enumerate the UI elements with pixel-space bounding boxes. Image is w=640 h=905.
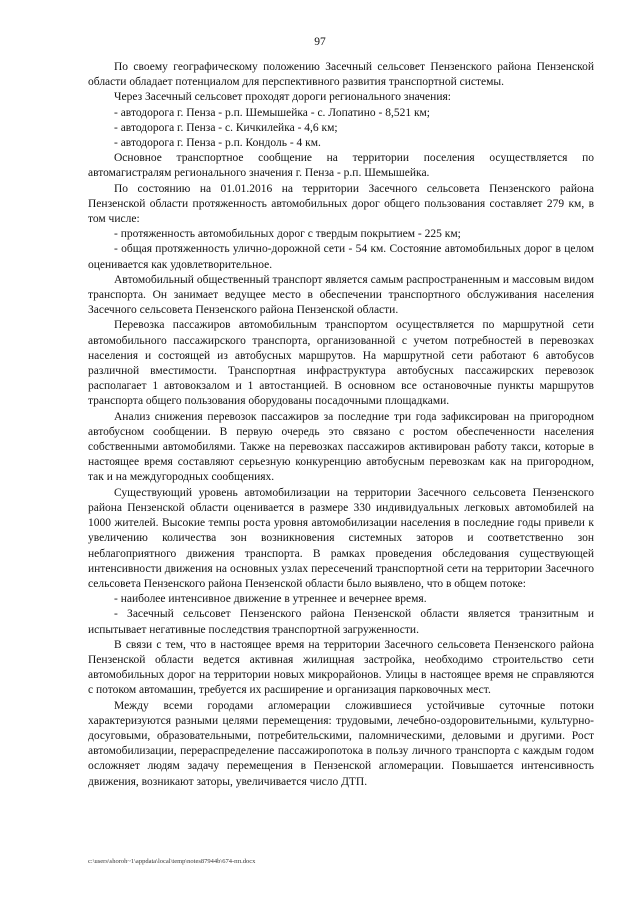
paragraph: Основное транспортное сообщение на территории поселения осуществляется по автомагистралям регионального значения г. Пенза - р.п. Шемышейка. bbox=[88, 152, 594, 180]
paragraph: Между всеми городами агломерации сложившиеся устойчивые суточные потоки характеризуются разными целями перемещения: трудовыми, лечебно-оздоровительными, культурно-досуговыми, образовательными, потребительскими, паломническими, деловыми и другими. Рост автомобилизации, перераспределение пассажиропотока в пользу личного транспорта с каждым годом осложняет людям задачу перемещения в Пензенской агломерации. Повышается интенсивность движения, возникают заторы, увеличивается число ДТП. bbox=[88, 699, 594, 788]
paragraph: Перевозка пассажиров автомобильным транспортом осуществляется по маршрутной сети автомобильного пассажирского транспорта, организованной с учетом потребностей в перевозках населения и состоящей из автобусных маршрутов. На маршрутной сети работают 6 автобусов различной вместимости. Транспортная инфраструктура автобусных пассажирских перевозок располагает 1 автовокзалом и 1 автостанцией. В основном все остановочные пункты маршрутов транспорта общего пользования оборудованы посадочными площадками. bbox=[88, 319, 594, 408]
document-body bbox=[88, 60, 594, 790]
footer-file-path: c:\users\shoroh~1\appdata\local\temp\notes87944b\674-пп.docx bbox=[88, 858, 256, 865]
paragraph: По состоянию на 01.01.2016 на территории Засечного сельсовета Пензенского района Пензенской области протяженность автомобильных дорог общего пользования составляет 279 км, в том числе: bbox=[88, 182, 594, 226]
paragraph: Анализ снижения перевозок пассажиров за последние три года зафиксирован на пригородном автобусном сообщении. В первую очередь это связано с ростом обеспеченности населения собственными автомобилями. Также на перевозках пассажиров активирован работу такси, которые в настоящее время составляют серьезную конкуренцию автобусным перевозкам как на пригородном, так и на междугородных сообщениях. bbox=[88, 410, 594, 484]
page-number: 97 bbox=[314, 36, 326, 48]
paragraph: Через Засечный сельсовет проходят дороги регионального значения: bbox=[114, 91, 451, 104]
paragraph: По своему географическому положению Засечный сельсовет Пензенского района Пензенской области обладает потенциалом для перспективного развития транспортной системы. bbox=[88, 61, 594, 89]
list-item: - протяженность автомобильных дорог с твердым покрытием - 225 км; bbox=[114, 228, 461, 241]
list-item: - автодорога г. Пенза - р.п. Кондоль - 4 км. bbox=[114, 137, 321, 150]
list-item: - Засечный сельсовет Пензенского района Пензенской области является транзитным и испытывает негативные последствия транспортной загруженности. bbox=[88, 608, 594, 636]
list-item: - автодорога г. Пенза - с. Кичкилейка - 4,6 км; bbox=[114, 121, 338, 134]
paragraph: Существующий уровень автомобилизации на территории Засечного сельсовета Пензенского района Пензенской области оценивается в размере 330 индивидуальных легковых автомобилей на 1000 жителей. Высокие темпы роста уровня автомобилизации населения в последние годы привели к увеличению количества зон возникновения системных заторов и соответственно зон неблагоприятного движения транспорта. В рамках проведения обследования существующей интенсивности движения на основных узлах пересечений транспортной сети на территории Засечного сельсовета Пензенского района Пензенской области было выявлено, что в общем потоке: bbox=[88, 486, 594, 590]
list-item: - общая протяженность улично-дорожной сети - 54 км. Состояние автомобильных дорог в целом оценивается как удовлетворительное. bbox=[88, 243, 594, 271]
paragraph: В связи с тем, что в настоящее время на территории Засечного сельсовета Пензенского района Пензенской области ведется активная жилищная застройка, необходимо строительство сети автомобильных дорог на территории новых микрорайонов. Улицы в настоящее время не справляются с потоком автомашин, требуется их расширение и организация парковочных мест. bbox=[88, 638, 594, 697]
list-item: - наиболее интенсивное движение в утреннее и вечернее время. bbox=[114, 593, 427, 606]
paragraph: Автомобильный общественный транспорт является самым распространенным и массовым видом транспорта. Он занимает ведущее место в обеспечении транспортного обслуживания населения Засечного сельсовета Пензенского района Пензенской области. bbox=[88, 273, 594, 317]
list-item: - автодорога г. Пенза - р.п. Шемышейка - с. Лопатино - 8,521 км; bbox=[114, 106, 431, 119]
